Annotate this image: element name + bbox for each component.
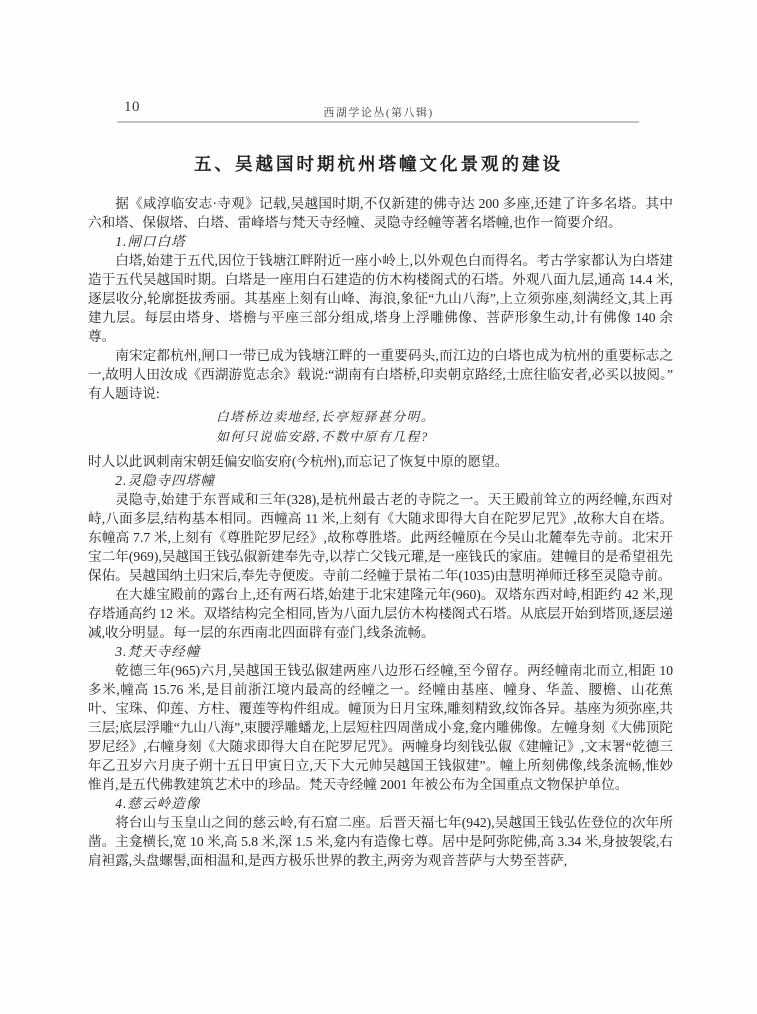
poem-quote (216, 407, 673, 447)
paragraph: 灵隐寺,始建于东晋咸和三年(328),是杭州最古老的寺院之一。天王殿前耸立的两经幢,东西对峙,八面多层,结构基本相同。西幢高 11 米,上刻有《大随求即得大自在陀罗尼咒》,故称大自在塔。东幢高 7.7 米,上刻有《尊胜陀罗尼经》,故称尊胜塔。此两经幢原在今吴山北麓奉先寺前。北宋开宝二年(969),吴越国王钱弘俶新建奉先寺,以荐亡父钱元瓘,是一座钱氏的家庙。建幢目的是希望祖先保佑。吴越国纳土归宋后,奉先寺便废。寺前二经幢于景祐二年(1035)由慧明禅师迁移至灵隐寺前。 (88, 492, 673, 583)
article-body (88, 194, 673, 870)
intro-paragraph: 据《咸淳临安志·寺观》记载,吴越国时期,不仅新建的佛寺达 200 多座,还建了许多名塔。其中六和塔、保俶塔、白塔、雷峰塔与梵天寺经幢、灵隐寺经幢等著名塔幢,也作一简要介绍。 (88, 196, 673, 230)
paragraph: 在大雄宝殿前的露台上,还有两石塔,始建于北宋建隆元年(960)。双塔东西对峙,相距约 42 米,现存塔通高约 12 米。双塔结构完全相同,皆为八面九层仿木构楼阁式石塔。从底层开始到塔顶,逐层递减,收分明显。每一层的东西南北四面辟有壶门,线条流畅。 (88, 587, 673, 640)
page-number: 10 (124, 99, 140, 115)
section-heading-2: 2.灵隐寺四塔幢 (115, 473, 215, 488)
paragraph: 南宋定都杭州,闸口一带已成为钱塘江畔的一重要码头,而江边的白塔也成为杭州的重要标志之一,故明人田汝成《西湖游览志余》载说:“湖南有白塔桥,印卖朝京路经,士庶往临安者,必买以披阅。”有人题诗说: (88, 348, 673, 401)
section-heading-3: 3.梵天寺经幢 (115, 644, 201, 659)
header-rule (117, 121, 639, 123)
paragraph: 白塔,始建于五代,因位于钱塘江畔附近一座小岭上,以外观色白而得名。考古学家都认为白塔建造于五代吴越国时期。白塔是一座用白石建造的仿木构楼阁式的石塔。外观八面九层,通高 14.4 米,逐层收分,轮廓挺拔秀丽。其基座上刻有山峰、海浪,象征“九山八海”,上立须弥座,刻满经文,其上再建九层。每层由塔身、塔檐与平座三部分组成,塔身上浮雕佛像、菩萨形象生动,计有佛像 140 余尊。 (88, 253, 673, 344)
running-title: 西湖学论丛(第八辑) (323, 107, 434, 119)
paragraph: 将台山与玉皇山之间的慈云岭,有石窟二座。后晋天福七年(942),吴越国王钱弘佐登位的次年所凿。主龛横长,宽 10 米,高 5.8 米,深 1.5 米,龛内有造像七尊。居中是阿弥陀佛,高 3.34 米,身披袈裟,右肩袒露,头盘螺髻,面相温和,是西方极乐世界的教主,两旁为观音菩萨与大势至菩萨, (88, 815, 673, 868)
section-heading-4: 4.慈云岭造像 (115, 796, 201, 811)
article-title: 五、吴越国时期杭州塔幢文化景观的建设 (194, 154, 563, 174)
poem-line: 白塔桥边卖地经,长亭短驿甚分明。 (216, 410, 436, 424)
paragraph: 乾德三年(965)六月,吴越国王钱弘俶建两座八边形石经幢,至今留存。两经幢南北而立,相距 10 多米,幢高 15.76 米,是目前浙江境内最高的经幢之一。经幢由基座、幢身、华盖、腰檐、山花蕉叶、宝珠、仰莲、方柱、覆莲等构件组成。幢顶为日月宝珠,雕刻精致,纹饰各异。基座为须弥座,共三层;底层浮雕“九山八海”,束腰浮雕蟠龙,上层短柱四周凿成小龛,龛内雕佛像。左幢身刻《大佛顶陀罗尼经》,右幢身刻《大随求即得大自在陀罗尼咒》。两幢身均刻钱弘俶《建幢记》,文末署“乾德三年乙丑岁六月庚子朔十五日甲寅日立,天下大元帅吴越国王钱俶建”。幢上所刻佛像,线条流畅,惟妙惟肖,是五代佛教建筑艺术中的珍品。梵天寺经幢 2001 年被公布为全国重点文物保护单位。 (88, 663, 673, 792)
poem-line: 如何只说临安路,不数中原有几程? (216, 430, 429, 444)
paragraph: 时人以此讽刺南宋朝廷偏安临安府(今杭州),而忘记了恢复中原的愿望。 (88, 454, 509, 469)
section-heading-1: 1.闸口白塔 (115, 234, 186, 249)
